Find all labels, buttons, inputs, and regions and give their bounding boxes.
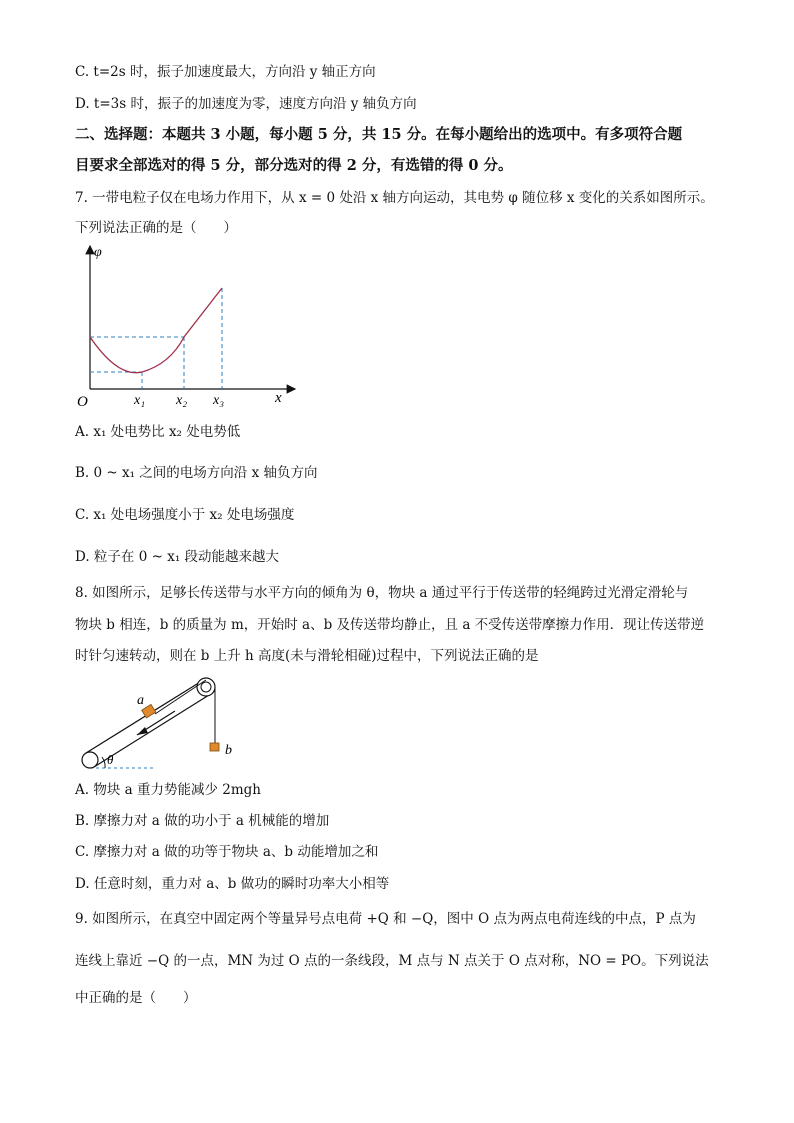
angle-arc bbox=[102, 757, 105, 768]
label-a: a bbox=[137, 693, 144, 708]
tick-label-x2: x₂ bbox=[176, 393, 188, 408]
q7-option-a: A. x₁ 处电势比 x₂ 处电势低 bbox=[75, 424, 241, 440]
q7-option-d: D. 粒子在 0 ~ x₁ 段动能越来越大 bbox=[75, 549, 280, 565]
q7-option-c: C. x₁ 处电场强度小于 x₂ 处电场强度 bbox=[75, 507, 295, 523]
q7-option-b: B. 0 ~ x₁ 之间的电场方向沿 x 轴负方向 bbox=[75, 465, 318, 481]
q6-option-c: C. t=2s 时，振子加速度最大，方向沿 y 轴正方向 bbox=[75, 64, 376, 80]
origin-label: O bbox=[77, 394, 88, 410]
q6-option-d: D. t=3s 时，振子的加速度为零，速度方向沿 y 轴负方向 bbox=[75, 96, 417, 112]
tick-label-x1: x₁ bbox=[134, 393, 146, 408]
q8-stem-line1: 8. 如图所示，足够长传送带与水平方向的倾角为 θ，物块 a 通过平行于传送带的轻绳跨过光滑定滑轮与 bbox=[75, 585, 689, 601]
q8-option-c: C. 摩擦力对 a 做的功等于物块 a、b 动能增加之和 bbox=[75, 844, 379, 860]
q8-option-d: D. 任意时刻，重力对 a、b 做功的瞬时功率大小相等 bbox=[75, 876, 390, 892]
q8-stem-line3: 时针匀速转动，则在 b 上升 h 高度(未与滑轮相碰)过程中，下列说法正确的是 bbox=[75, 648, 539, 664]
block-b bbox=[210, 743, 219, 751]
section-2-heading-line1: 二、选择题：本题共 3 小题，每小题 5 分，共 15 分。在每小题给出的选项中。有多项符合题 bbox=[75, 126, 683, 143]
guide-lines bbox=[90, 288, 222, 389]
pulley bbox=[197, 678, 215, 696]
label-theta: θ bbox=[107, 752, 114, 767]
rope-to-a bbox=[155, 680, 206, 714]
q8-option-a: A. 物块 a 重力势能减少 2mgh bbox=[75, 782, 261, 798]
tick-label-x3: x₃ bbox=[213, 393, 225, 408]
section-2-heading-line2: 目要求全部选对的得 5 分，部分选对的得 2 分，有选错的得 0 分。 bbox=[75, 157, 513, 174]
q7-stem-line2: 下列说法正确的是（ ） bbox=[75, 220, 237, 236]
y-axis-label: φ bbox=[94, 245, 102, 260]
q9-stem-line3: 中正确的是（ ） bbox=[75, 990, 197, 1006]
label-b: b bbox=[225, 743, 232, 758]
q9-stem-line2: 连线上靠近 −Q 的一点，MN 为过 O 点的一条线段，M 点与 N 点关于 O 点对称，NO = PO。下列说法 bbox=[75, 953, 709, 969]
x-axis-label: x bbox=[275, 390, 282, 406]
q8-option-b: B. 摩擦力对 a 做的功小于 a 机械能的增加 bbox=[75, 813, 330, 829]
q8-conveyor-diagram bbox=[75, 674, 275, 774]
q8-stem-line2: 物块 b 相连，b 的质量为 m，开始时 a、b 及传送带均静止，且 a 不受传送带摩擦力作用．现让传送带逆 bbox=[75, 617, 705, 633]
phi-curve bbox=[90, 288, 222, 373]
q7-stem-line1: 7. 一带电粒子仅在电场力作用下，从 x = 0 处沿 x 轴方向运动，其电势 φ 随位移 x 变化的关系如图所示。 bbox=[75, 190, 714, 206]
q9-stem-line1: 9. 如图所示，在真空中固定两个等量异号点电荷 +Q 和 −Q，图中 O 点为两点电荷连线的中点，P 点为 bbox=[75, 911, 696, 927]
q7-phi-x-graph bbox=[70, 240, 300, 410]
